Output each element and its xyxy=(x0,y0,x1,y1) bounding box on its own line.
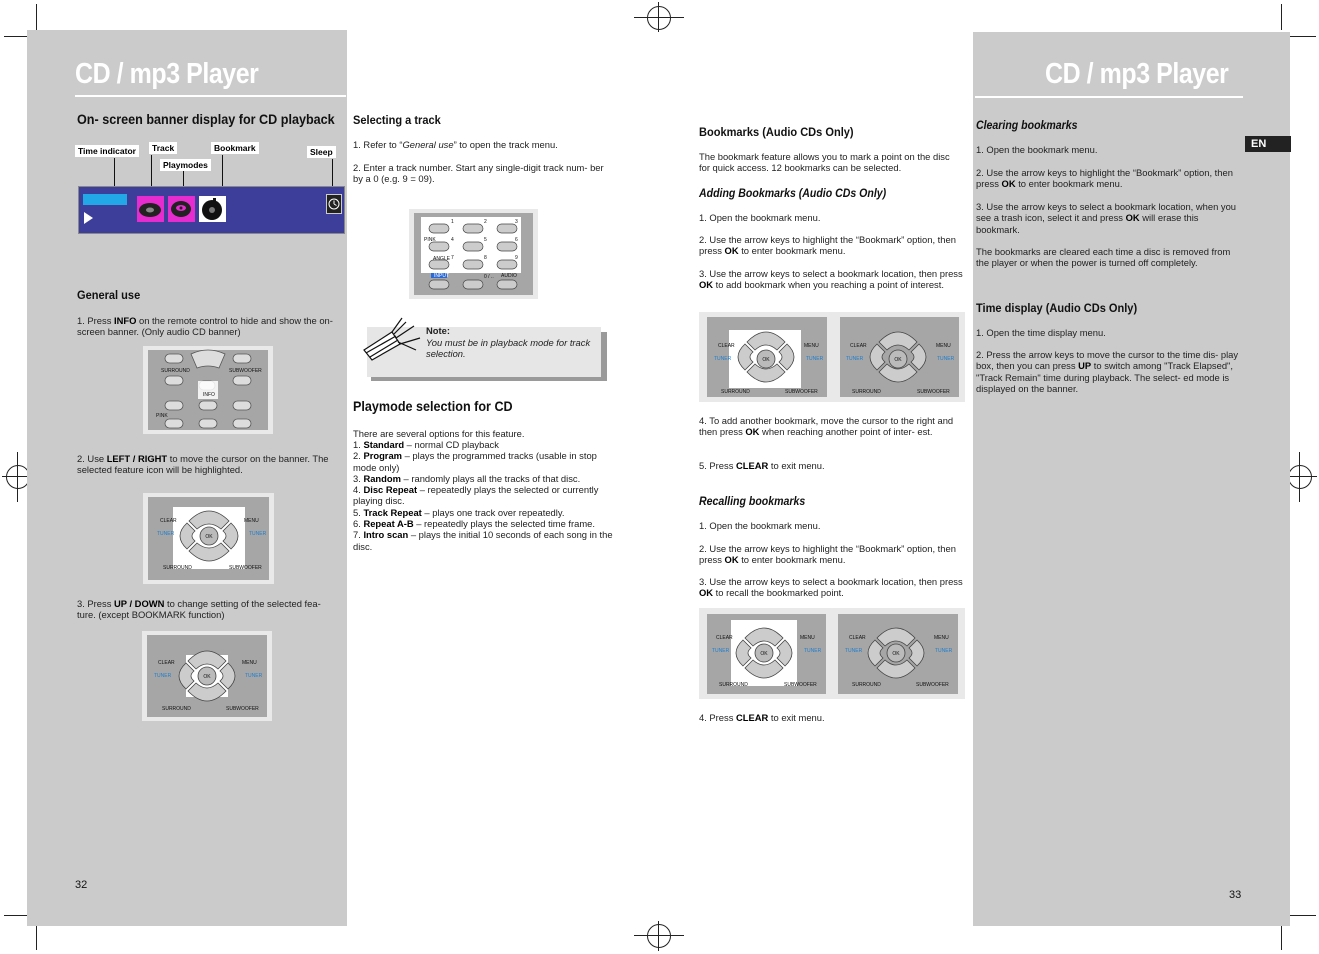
label-sleep: Sleep xyxy=(307,146,336,158)
clearing-note: The bookmarks are cleared each time a disc is removed from the player or when the power is turned off completely. xyxy=(976,246,1231,269)
selecting-track-step2: 2. Enter a track number. Start any single-digit track num- ber by a 0 (e.g. 9 = 09). xyxy=(353,162,604,185)
playmode-list xyxy=(353,439,617,552)
remote-label-subwoofer: SUBWOOFER xyxy=(785,389,818,395)
svg-text:7: 7 xyxy=(451,255,454,261)
remote-label-tuner: TUNER xyxy=(804,648,822,654)
playmode-item: 1. Standard – normal CD playback xyxy=(353,439,499,450)
remote-label-menu: MENU xyxy=(936,343,951,349)
remote-label-subwoofer: SUBWOOFER xyxy=(916,682,949,688)
page-number-right: 33 xyxy=(1229,889,1242,901)
clearing-step3: 3. Use the arrow keys to select a bookmark location, when you see a trash icon, select it and press OK will erase this bookmark. xyxy=(976,201,1237,235)
remote-buttons xyxy=(143,346,273,434)
remote-label-menu: MENU xyxy=(804,343,819,349)
remote-image-updown xyxy=(142,631,272,721)
crop-mark xyxy=(1290,915,1316,916)
bookmarks-heading: Bookmarks (Audio CDs Only) xyxy=(699,125,854,139)
remote-label-tuner: TUNER xyxy=(846,356,864,362)
svg-text:9: 9 xyxy=(515,255,518,261)
remote-numpad xyxy=(409,209,538,299)
svg-text:6: 6 xyxy=(515,237,518,243)
page-title-left: CD / mp3 Player xyxy=(75,58,259,90)
svg-text:2: 2 xyxy=(484,219,487,225)
clearing-step1: 1. Open the bookmark menu. xyxy=(976,144,1098,155)
remote-label-clear: CLEAR xyxy=(718,343,735,349)
registration-cross xyxy=(658,921,659,951)
svg-text:5: 5 xyxy=(484,237,487,243)
remote-label-tuner: TUNER xyxy=(154,673,172,679)
remote-label-menu: MENU xyxy=(242,660,257,666)
remote-image-info xyxy=(143,346,273,434)
remote-label-tuner: TUNER xyxy=(845,648,863,654)
general-use-step2: 2. Use LEFT / RIGHT to move the cursor on the banner. The selected feature icon will be highlighted. xyxy=(77,453,329,476)
registration-cross xyxy=(1299,452,1300,502)
selecting-track-heading: Selecting a track xyxy=(353,113,441,127)
bookmarks-intro: The bookmark feature allows you to mark a point on the disc for quick access. 12 bookmarks can be selected. xyxy=(699,151,950,174)
recalling-step3: 3. Use the arrow keys to select a bookmark location, then press OK to recall the bookmarked point. xyxy=(699,576,963,599)
remote-label-subwoofer: SUBWOOFER xyxy=(229,368,262,374)
remote-label-surround: SURROUND xyxy=(161,368,190,374)
label-time-indicator: Time indicator xyxy=(75,145,139,157)
selecting-track-step1: 1. Refer to “General use” to open the track menu. xyxy=(353,139,558,150)
svg-text:0 / ..: 0 / .. xyxy=(484,274,494,280)
note-pencil-icon xyxy=(356,316,426,366)
remote-label-menu: MENU xyxy=(800,635,815,641)
title-rule-left xyxy=(75,95,346,97)
clearing-step2: 2. Use the arrow keys to highlight the “Bookmark” option, then press OK to enter bookmark menu. xyxy=(976,167,1233,190)
recalling-step4: 4. Press CLEAR to exit menu. xyxy=(699,712,825,723)
sleep-icon xyxy=(326,194,342,214)
note-label: Note: xyxy=(426,325,450,336)
remote-label-subwoofer: SUBWOOFER xyxy=(229,565,262,571)
recalling-heading: Recalling bookmarks xyxy=(699,494,806,508)
playmode-item: 5. Track Repeat – plays one track over repeatedly. xyxy=(353,506,565,518)
title-rule-right xyxy=(975,96,1243,98)
playmode-item: 3. Random – randomly plays all the tracks of that disc. xyxy=(353,472,581,484)
remote-label-tuner: TUNER xyxy=(249,531,267,537)
remote-label-tuner: TUNER xyxy=(245,673,263,679)
adding-step5: 5. Press CLEAR to exit menu. xyxy=(699,460,825,471)
registration-mark xyxy=(647,924,671,948)
general-use-step1: 1. Press INFO on the remote control to hide and show the on- screen banner. (Only audio CD banner) xyxy=(77,315,333,338)
svg-text:3: 3 xyxy=(515,219,518,225)
pointer-line xyxy=(114,158,115,188)
page-number-left: 32 xyxy=(75,879,88,891)
remote-label-subwoofer: SUBWOOFER xyxy=(784,682,817,688)
svg-text:OK: OK xyxy=(203,674,211,680)
svg-text:OK: OK xyxy=(760,651,768,657)
remote-image-pair-adding xyxy=(699,312,965,402)
crop-mark xyxy=(36,4,37,30)
remote-label-pink: PINK xyxy=(424,237,436,243)
remote-label-input: INPUT xyxy=(434,273,449,279)
svg-text:OK: OK xyxy=(892,651,900,657)
general-use-step3: 3. Press UP / DOWN to change setting of the selected fea- ture. (except BOOKMARK function) xyxy=(77,598,321,621)
remote-label-subwoofer: SUBWOOFER xyxy=(917,389,950,395)
playmode-item: 7. Intro scan – plays the initial 10 seconds of each song in the disc. xyxy=(353,529,613,552)
general-use-heading: General use xyxy=(77,288,141,302)
remote-label-surround: SURROUND xyxy=(719,682,748,688)
remote-label-surround: SURROUND xyxy=(163,565,192,571)
remote-label-clear: CLEAR xyxy=(850,343,867,349)
crop-mark xyxy=(1281,924,1282,950)
adding-step4: 4. To add another bookmark, move the cursor to the right and then press OK when reaching another point of inter- est. xyxy=(699,415,954,438)
remote-label-clear: CLEAR xyxy=(716,635,733,641)
registration-cross xyxy=(634,935,684,936)
label-playmodes: Playmodes xyxy=(160,159,211,171)
remote-label-menu: MENU xyxy=(934,635,949,641)
recalling-step1: 1. Open the bookmark menu. xyxy=(699,520,821,531)
remote-label-pink: PINK xyxy=(156,413,168,419)
playmode-item: 4. Disc Repeat – repeatedly plays the selected or currently playing disc. xyxy=(353,484,599,507)
crop-mark xyxy=(1281,4,1282,30)
playmode-icon xyxy=(168,196,195,222)
svg-text:1: 1 xyxy=(451,219,454,225)
registration-cross xyxy=(634,17,684,18)
label-track: Track xyxy=(149,142,177,154)
adding-step1: 1. Open the bookmark menu. xyxy=(699,212,821,223)
adding-step2: 2. Use the arrow keys to highlight the “Bookmark” option, then press OK to enter bookmark menu. xyxy=(699,234,956,257)
remote-label-tuner: TUNER xyxy=(712,648,730,654)
crop-mark xyxy=(36,924,37,950)
registration-mark xyxy=(647,6,671,30)
time-display-step1: 1. Open the time display menu. xyxy=(976,327,1106,338)
registration-cross xyxy=(17,452,18,502)
time-display-heading: Time display (Audio CDs Only) xyxy=(976,301,1138,315)
label-bookmark: Bookmark xyxy=(211,142,259,154)
remote-label-clear: CLEAR xyxy=(849,635,866,641)
banner-heading: On- screen banner display for CD playback xyxy=(77,111,335,127)
remote-label-tuner: TUNER xyxy=(935,648,953,654)
svg-text:8: 8 xyxy=(484,255,487,261)
remote-label-menu: MENU xyxy=(244,518,259,524)
remote-label-tuner: TUNER xyxy=(714,356,732,362)
svg-text:OK: OK xyxy=(205,534,213,540)
remote-label-info: INFO xyxy=(203,392,215,398)
track-icon xyxy=(137,196,164,222)
registration-cross xyxy=(658,2,659,32)
remote-label-subwoofer: SUBWOOFER xyxy=(226,706,259,712)
playmode-item: 6. Repeat A-B – repeatedly plays the selected time frame. xyxy=(353,518,595,530)
remote-label-clear: CLEAR xyxy=(160,518,177,524)
remote-label-audio: AUDIO xyxy=(501,273,517,279)
playmode-intro: There are several options for this feature. xyxy=(353,428,525,439)
remote-label-clear: CLEAR xyxy=(158,660,175,666)
playmode-item: 2. Program – plays the programmed tracks (usable in stop mode only) xyxy=(353,450,597,473)
remote-label-surround: SURROUND xyxy=(852,389,881,395)
registration-mark xyxy=(1288,465,1312,489)
svg-text:OK: OK xyxy=(894,357,902,363)
play-icon xyxy=(84,212,93,224)
recalling-step2: 2. Use the arrow keys to highlight the “Bookmark” option, then press OK to enter bookmark menu. xyxy=(699,543,956,566)
remote-label-surround: SURROUND xyxy=(162,706,191,712)
time-indicator-box xyxy=(83,194,127,205)
svg-text:OK: OK xyxy=(762,357,770,363)
svg-text:4: 4 xyxy=(451,237,454,243)
registration-cross xyxy=(1287,476,1317,477)
remote-label-angle: ANGLE xyxy=(433,256,450,262)
remote-label-tuner: TUNER xyxy=(157,531,175,537)
note-text: You must be in playback mode for track selection. xyxy=(426,337,591,360)
clearing-heading: Clearing bookmarks xyxy=(976,118,1078,132)
time-display-step2: 2. Press the arrow keys to move the cursor to the time dis- play box, then you can press UP to switch among "Track Elapsed", "Track Remain" time during playback. The select- ed mode is displayed on the banner. xyxy=(976,349,1239,394)
remote-label-surround: SURROUND xyxy=(721,389,750,395)
language-tab-en: EN xyxy=(1245,136,1291,152)
playmode-heading: Playmode selection for CD xyxy=(353,398,513,414)
page-title-right: CD / mp3 Player xyxy=(1045,58,1229,90)
crop-mark xyxy=(1290,36,1316,37)
remote-image-arrows xyxy=(143,493,274,584)
remote-label-surround: SURROUND xyxy=(852,682,881,688)
remote-image-numpad xyxy=(409,209,538,299)
on-screen-banner xyxy=(78,186,345,234)
remote-label-tuner: TUNER xyxy=(937,356,955,362)
adding-step3: 3. Use the arrow keys to select a bookmark location, then press OK to add bookmark when you reaching a point of interest. xyxy=(699,268,963,291)
remote-label-tuner: TUNER xyxy=(806,356,824,362)
adding-heading: Adding Bookmarks (Audio CDs Only) xyxy=(699,186,887,200)
remote-image-pair-recalling xyxy=(699,608,965,699)
bookmark-icon xyxy=(199,196,226,222)
